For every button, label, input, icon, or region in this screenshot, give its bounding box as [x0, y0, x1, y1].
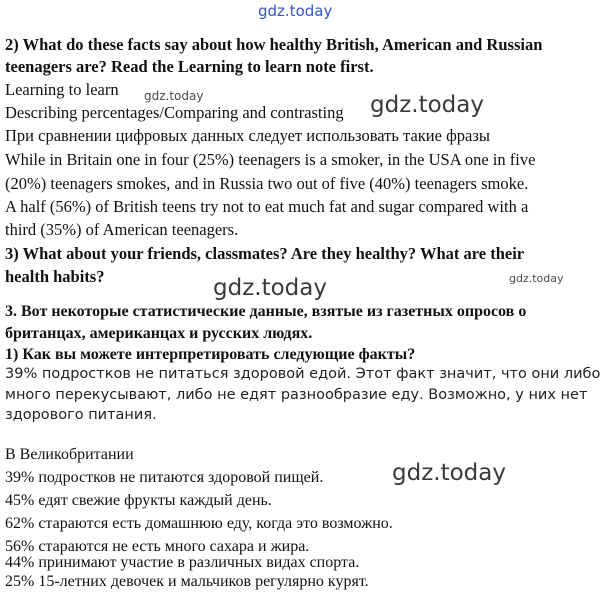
watermark-large-2: gdz.today [213, 275, 327, 301]
question-3-line-1: 3) What about your friends, classmates? Are they healthy? What are their [5, 244, 525, 263]
paragraph-2-line-2: third (35%) of American teenagers. [5, 220, 239, 239]
paragraph-1-line-1: While in Britain one in four (25%) teenagers is a smoker, in the USA one in five [5, 150, 536, 169]
fact-2: 45% едят свежие фрукты каждый день. [5, 492, 272, 509]
answer-line-1: 39% подростков не питаться здоровой едой. Этот факт значит, что они либо [5, 366, 601, 382]
question-3-line-2: health habits? [5, 267, 105, 286]
task-1-heading: 1) Как вы можете интерпретировать следующие факты? [5, 346, 416, 363]
task-3-heading-line-2: британцах, американцах и русских людях. [5, 325, 313, 342]
learning-to-learn: Learning to learn [5, 80, 119, 99]
fact-5: 44% принимают участие в различных видах спорта. [5, 554, 360, 571]
paragraph-2-line-1: A half (56%) of British teens try not to eat much fat and sugar compared with a [5, 197, 529, 216]
watermark-small-2: gdz.today [509, 272, 564, 285]
question-2-line-1: 2) What do these facts say about how healthy British, American and Russian [5, 35, 543, 54]
answer-line-3: здорового питания. [5, 407, 157, 423]
task-3-heading-line-1: 3. Вот некоторые статистические данные, взятые из газетных опросов о [5, 303, 527, 320]
describing-percentages: Describing percentages/Comparing and contrasting [5, 103, 344, 122]
question-2-line-2: teenagers are? Read the Learning to learn note first. [5, 57, 374, 76]
uk-title: В Великобритании [5, 446, 134, 463]
fact-4: 56% стараются не есть много сахара и жира. [5, 538, 310, 555]
paragraph-1-line-2: (20%) teenagers smokes, and in Russia two out of five (40%) teenagers smoke. [5, 174, 529, 193]
watermark-large-1: gdz.today [370, 92, 484, 118]
answer-line-2: много перекусывают, либо не едят разнообразие еду. Возможно, у них нет [5, 387, 588, 403]
watermark-large-3: gdz.today [392, 460, 506, 486]
russian-phrase-note: При сравнении цифровых данных следует использовать такие фразы [5, 126, 490, 145]
watermark-small-1: gdz.today [144, 89, 204, 103]
fact-1: 39% подростков не питаются здоровой пищей. [5, 469, 324, 486]
watermark-top: gdz.today [258, 2, 333, 20]
fact-6: 25% 15-летних девочек и мальчиков регулярно курят. [5, 573, 369, 590]
fact-3: 62% стараются есть домашнюю еду, когда это возможно. [5, 515, 393, 532]
